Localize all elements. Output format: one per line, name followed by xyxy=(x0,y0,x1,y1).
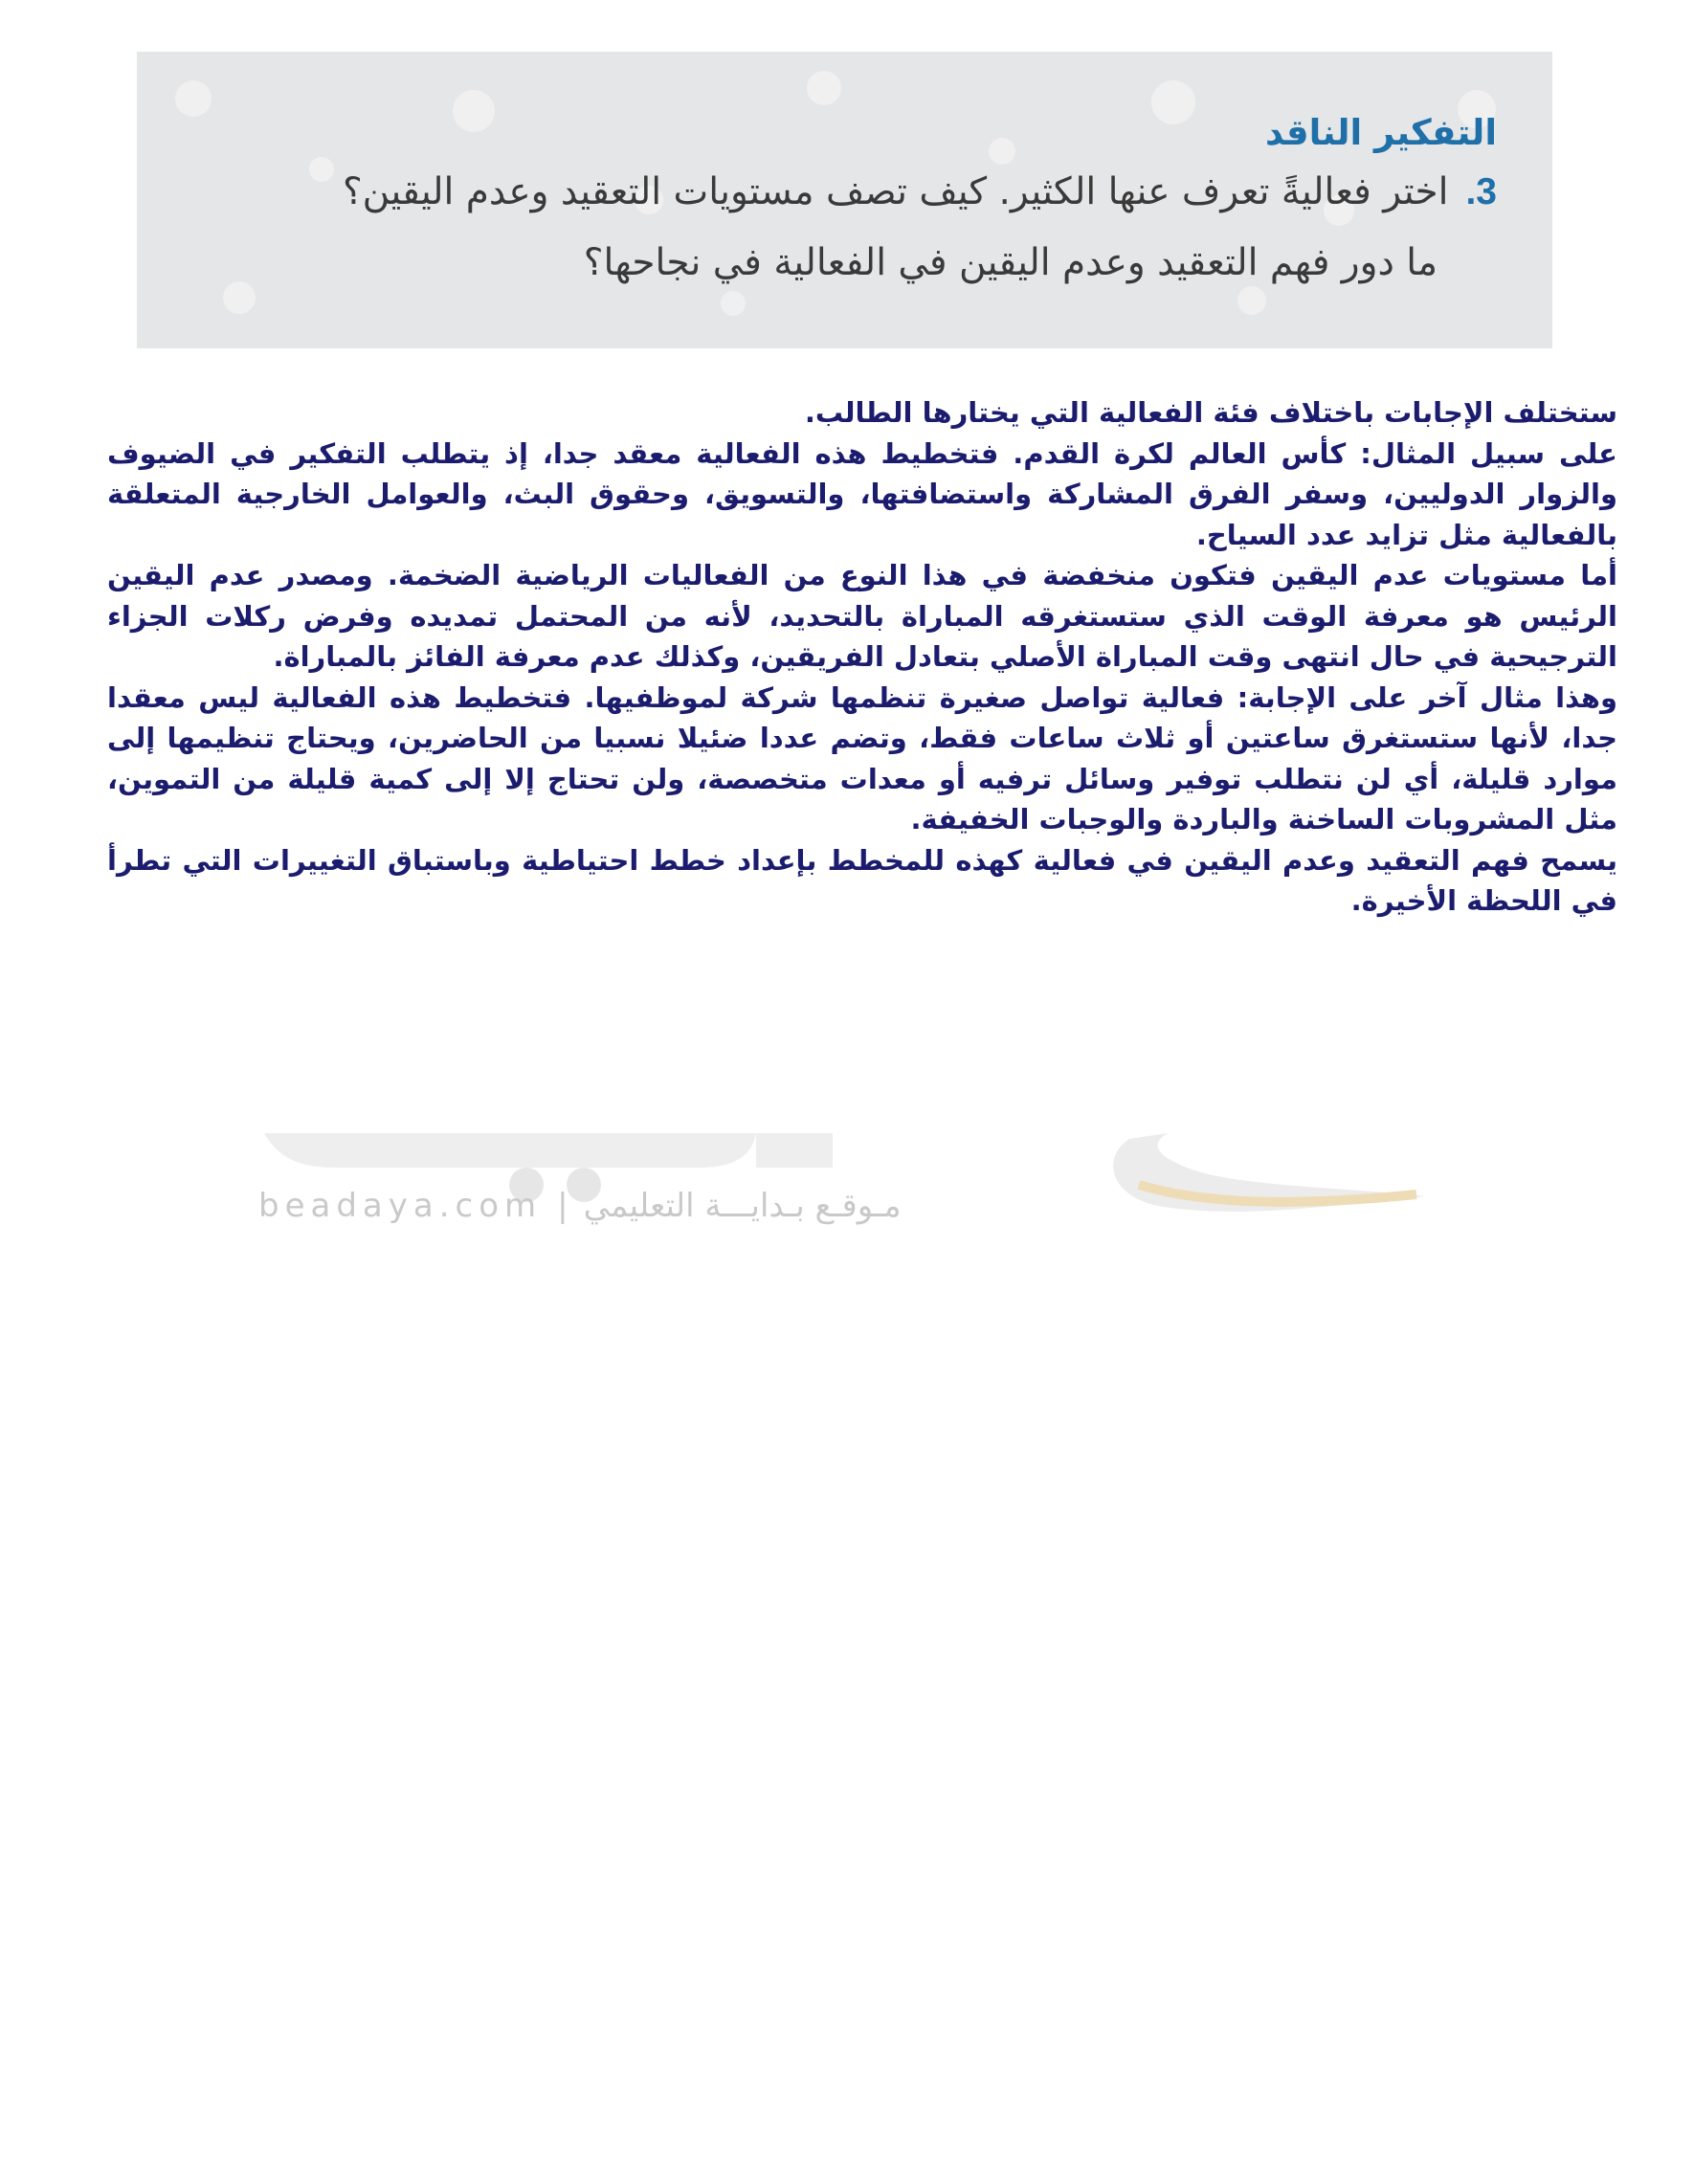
question-number: 3. xyxy=(1465,171,1497,212)
section-heading: التفكير الناقد xyxy=(1265,112,1497,153)
watermark-separator: | xyxy=(557,1187,568,1225)
watermark-text xyxy=(258,1187,902,1225)
answer-paragraph: على سبيل المثال: كأس العالم لكرة القدم. فتخطيط هذه الفعالية معقد جدا، إذ يتطلب التفكير في الضيوف والزوار الدوليين، وسفر الفرق المشاركة واستضافتها، والتسويق، وحقوق البث، والعوامل الخارجية المتعلقة بالفعالية مثل تزايد عدد السياح. xyxy=(107,436,1617,551)
answer-paragraph: وهذا مثال آخر على الإجابة: فعالية تواصل صغيرة تنظمها شركة لموظفيها. فتخطيط هذه الفعالية ليس معقدا جدا، لأنها ستستغرق ساعتين أو ثلاث ساعات فقط، وتضم عددا ضئيلا نسبيا من الحاضرين، ويحتاج تنظيمها إلى موارد قليلة، أي لن نتطلب توفير وسائل ترفيه أو معدات متخصصة، ولن تحتاج إلا إلى كمية قليلة من التموين، مثل المشروبات الساخنة والباردة والوجبات الخفيفة. xyxy=(107,680,1617,836)
logo-block-shape xyxy=(756,1133,833,1168)
logo-bar-shape xyxy=(264,1133,756,1168)
watermark-site: beadaya.com xyxy=(258,1187,543,1225)
question-text-1: اختر فعاليةً تعرف عنها الكثير. كيف تصف مستويات التعقيد وعدم اليقين؟ xyxy=(342,170,1449,213)
watermark-tagline: مـوقـع بـدايـــة التعليمي xyxy=(583,1187,902,1225)
answer-paragraph: ستختلف الإجابات باختلاف فئة الفعالية التي يختارها الطالب. xyxy=(804,396,1617,429)
answer-paragraph: أما مستويات عدم اليقين فتكون منخفضة في هذا النوع من الفعاليات الرياضية الضخمة. ومصدر عدم اليقين الرئيس هو معرفة الوقت الذي ستستغرقه المباراة بالتحديد، لأنه من المحتمل تمديده وفرض ركلات الجزاء الترجيحية في حال انتهى وقت المباراة الأصلي بتعادل الفريقين، وكذلك عدم معرفة الفائز بالمباراة. xyxy=(107,559,1617,673)
decorative-bubble xyxy=(807,71,841,105)
critical-thinking-box xyxy=(137,52,1552,348)
answer-paragraph: يسمح فهم التعقيد وعدم اليقين في فعالية كهذه للمخطط بإعداد خطط احتياطية وباستباق التغييرات التي تطرأ في اللحظة الأخيرة. xyxy=(107,843,1617,917)
answer-text xyxy=(107,392,1617,922)
question-line-1 xyxy=(192,157,1497,228)
question-line-2: ما دور فهم التعقيد وعدم اليقين في الفعالية في نجاحها؟ xyxy=(583,241,1438,284)
